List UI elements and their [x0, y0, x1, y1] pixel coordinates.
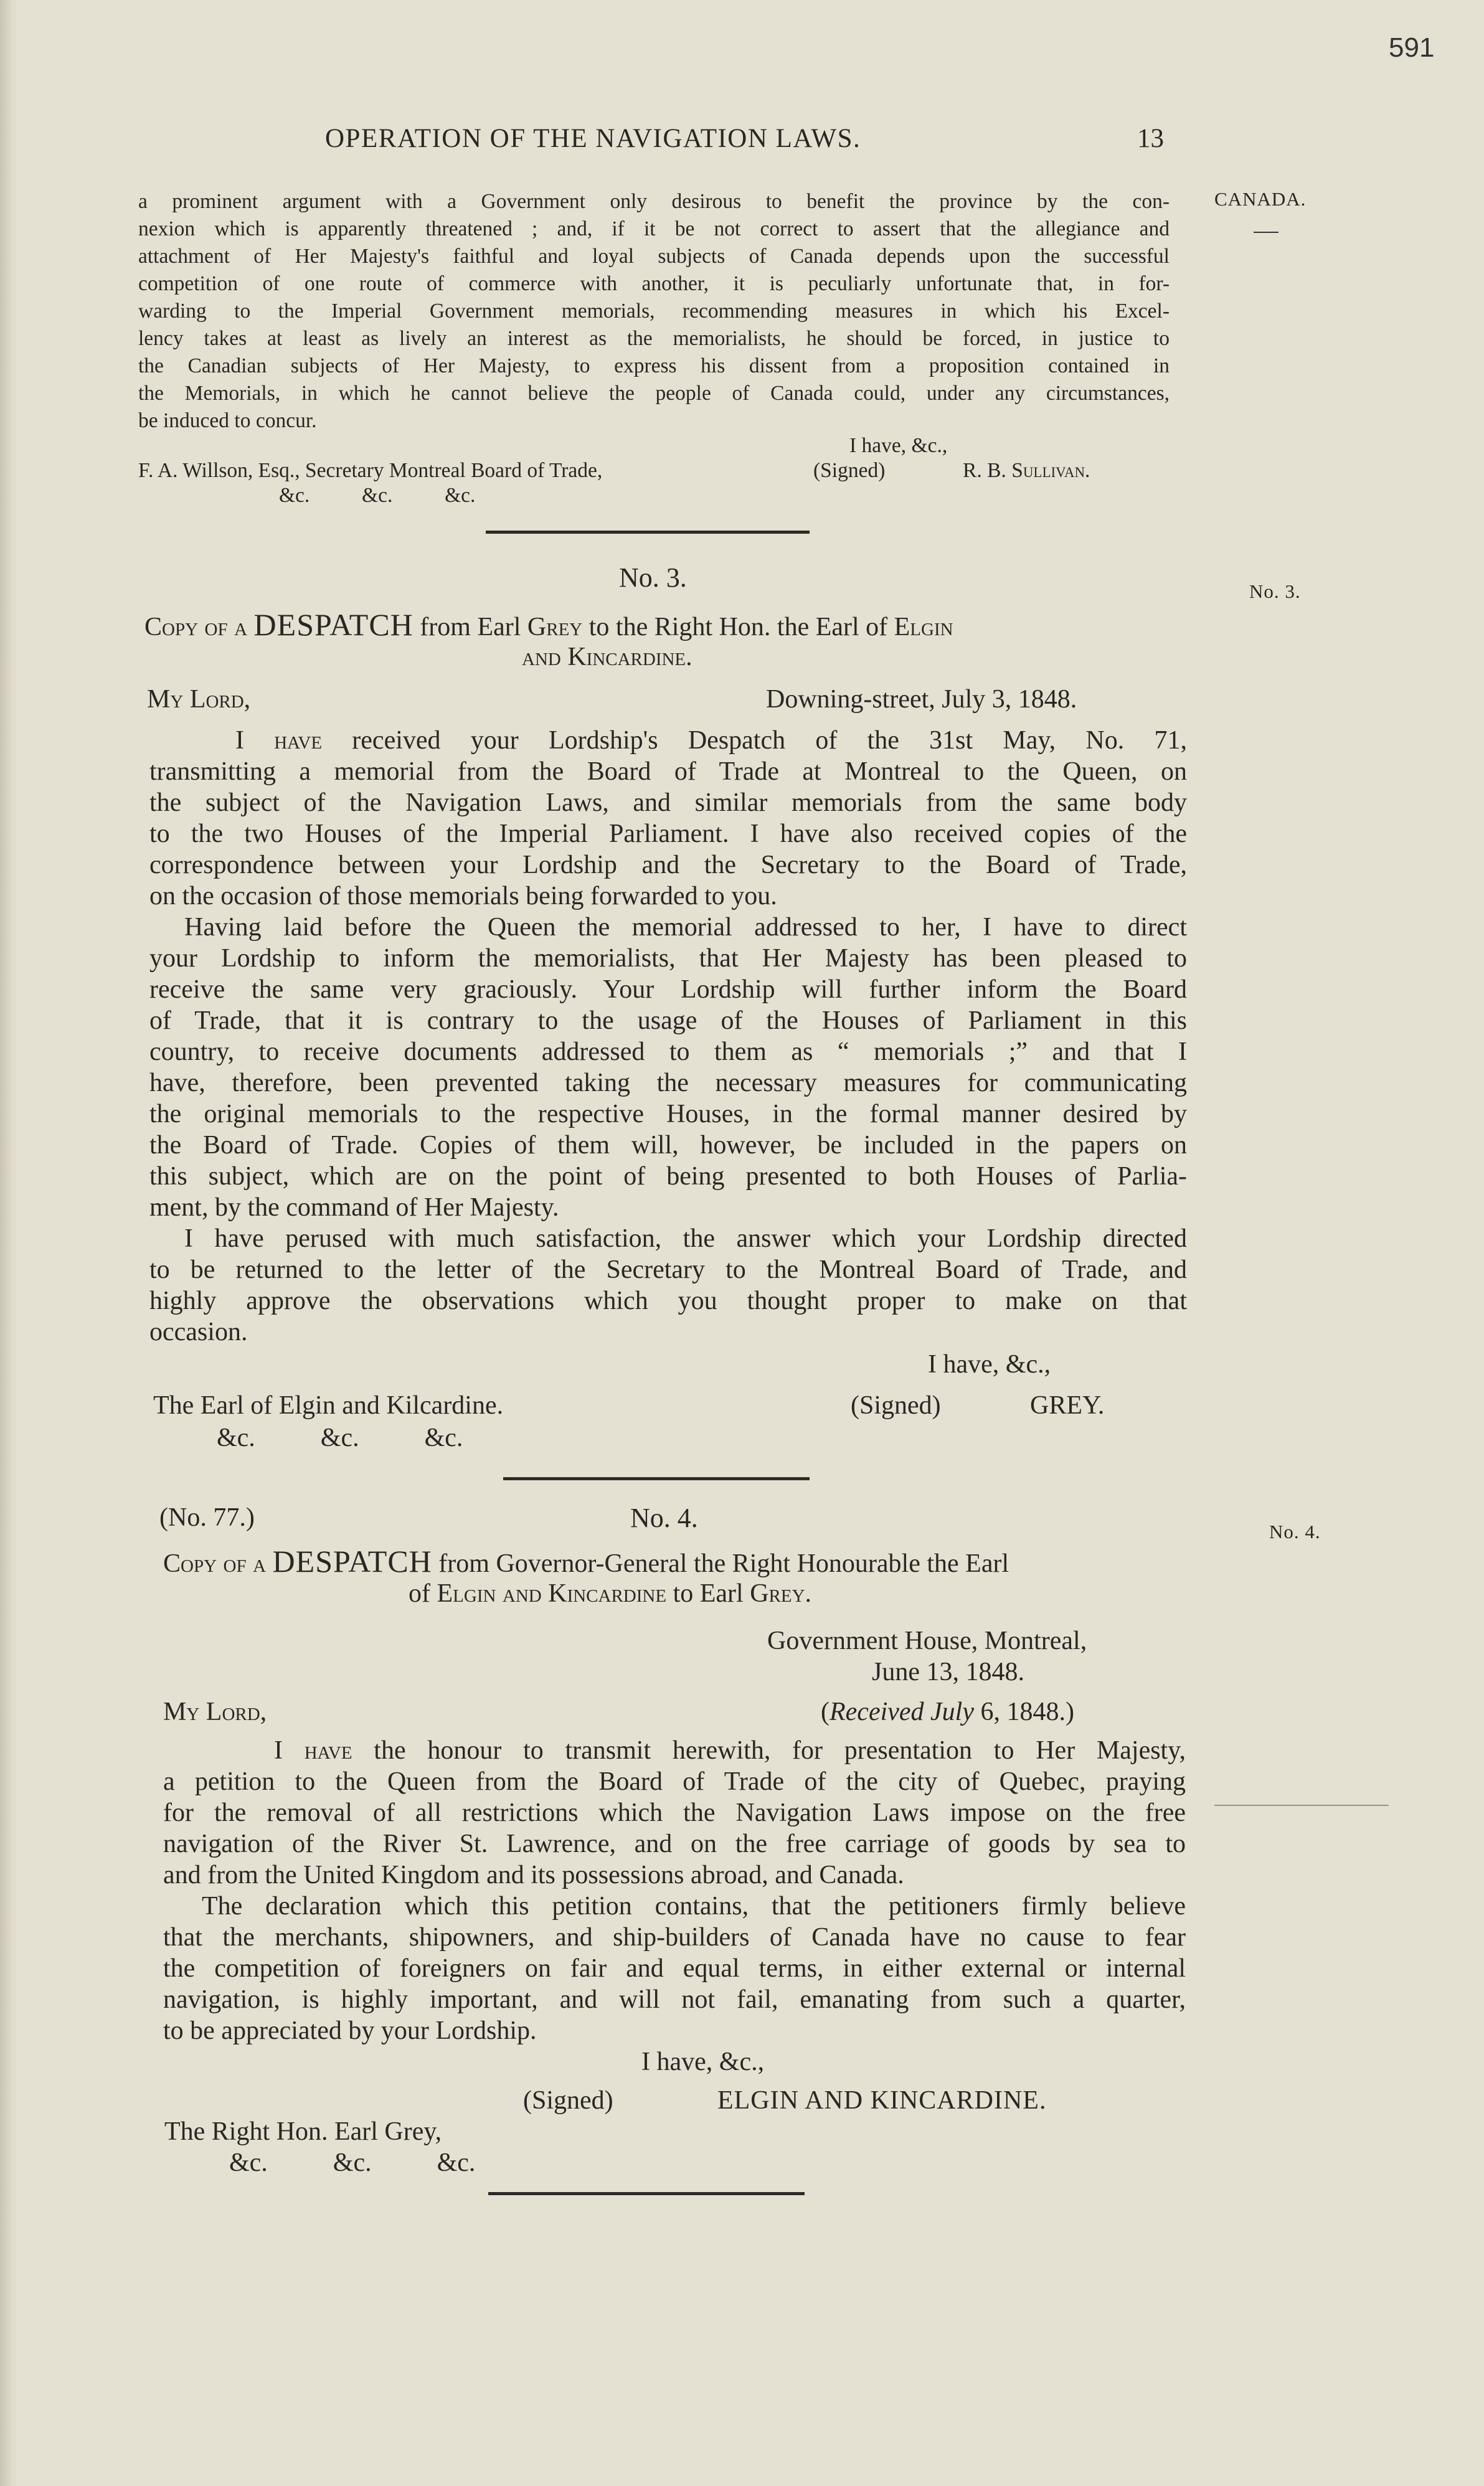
section-rule: [503, 1477, 810, 1480]
page-number: 13: [1137, 124, 1164, 153]
doc4-signed: (Signed): [523, 2086, 613, 2115]
text-line: competition of one route of commerce with another, it is peculiarly unfortunate that, in for-: [138, 272, 1170, 295]
doc3-salutation: My Lord,: [147, 685, 251, 714]
doc3-first-word: I have: [235, 726, 323, 755]
doc3-etc: &c. &c. &c.: [217, 1424, 463, 1452]
text-line: I have perused with much satisfaction, the answer which your Lordship directed: [184, 1224, 1187, 1253]
text-line: country, to receive documents addressed to them as “ memorials ;” and that I: [149, 1037, 1187, 1066]
letter1-signed: (Signed): [813, 459, 886, 482]
text-run: received your Lordship's Despatch of the 31st May, No. 71,: [322, 726, 1187, 755]
doc3-title-to: to the Right Hon. the Earl of: [582, 613, 894, 641]
doc4-closing: I have, &c.,: [641, 2048, 765, 2076]
doc3-signer: GREY.: [1030, 1391, 1105, 1420]
doc3-title-prefix: Copy of a: [144, 613, 254, 641]
text-line: correspondence between your Lordship and the Secretary to the Board of Trade,: [149, 851, 1187, 879]
text-line: and from the United Kingdom and its possessions abroad, and Canada.: [163, 1861, 904, 1889]
text-line: navigation of the River St. Lawrence, and on the free carriage of goods by sea to: [163, 1830, 1186, 1858]
text-line: transmitting a memorial from the Board of Trade at Montreal to the Queen, on: [149, 757, 1187, 786]
text-line: receive the same very graciously. Your Lordship will further inform the Board: [149, 975, 1187, 1004]
margin-note-no3: No. 3.: [1249, 580, 1301, 602]
doc3-signed: (Signed): [851, 1391, 941, 1420]
text-line: nexion which is apparently threatened ; and, if it be not correct to assert that the allegiance and: [138, 217, 1170, 240]
doc4-addressee: The Right Hon. Earl Grey,: [164, 2117, 442, 2146]
margin-note-no4: No. 4.: [1269, 1521, 1321, 1543]
letter1-etc: &c. &c. &c.: [279, 484, 476, 507]
text-line: a petition to the Queen from the Board of Trade of the city of Quebec, praying: [163, 1767, 1186, 1796]
text-line: attachment of Her Majesty's faithful and loyal subjects of Canada depends upon the successful: [138, 245, 1170, 268]
received-label: Received July: [829, 1698, 974, 1726]
text-line: to be returned to the letter of the Secretary to the Montreal Board of Trade, and: [149, 1255, 1187, 1284]
doc4-date: June 13, 1848.: [872, 1658, 1024, 1686]
doc4-salutation: My Lord,: [163, 1698, 267, 1726]
doc3-place-date: Downing-street, July 3, 1848.: [766, 685, 1077, 714]
doc3-title: [144, 609, 953, 643]
doc3-number: No. 3.: [619, 562, 687, 593]
section-rule: [486, 531, 810, 534]
text-line: navigation, is highly important, and will not fail, emanating from such a quarter,: [163, 1985, 1186, 2014]
text-line: this subject, which are on the point of being presented to both Houses of Parlia-: [149, 1162, 1187, 1191]
doc4-ref: (No. 77.): [159, 1503, 255, 1532]
text-line: be induced to concur.: [138, 409, 317, 432]
doc4-number: No. 4.: [630, 1503, 698, 1533]
section-rule: [488, 2192, 805, 2195]
text-line: Having laid before the Queen the memorial addressed to her, I have to direct: [184, 913, 1187, 942]
doc4-title: [163, 1546, 1009, 1579]
text-line: occasion.: [149, 1318, 248, 1346]
text-run: (: [821, 1698, 829, 1726]
page-edge: [0, 0, 17, 2486]
doc4-place: Government House, Montreal,: [767, 1627, 1087, 1655]
margin-rule: [1214, 1805, 1389, 1806]
margin-note-canada: CANADA.: [1214, 188, 1307, 210]
margin-rule-canada: [1254, 232, 1278, 233]
folio-stamp: 591: [1389, 32, 1435, 63]
text-run: 6, 1848.): [973, 1698, 1074, 1726]
text-line: that the merchants, shipowners, and ship-builders of Canada have no cause to fear: [163, 1923, 1186, 1952]
text-line: [149, 725, 1187, 756]
doc4-title-of: of: [409, 1579, 437, 1608]
text-line: the Canadian subjects of Her Majesty, to express his dissent from a proposition contained in: [138, 354, 1170, 377]
letter1-body: [138, 188, 1170, 435]
doc4-title-prefix: Copy of a: [163, 1549, 273, 1578]
text-line: highly approve the observations which you thought proper to make on that: [149, 1287, 1187, 1315]
text-line: a prominent argument with a Government only desirous to benefit the province by the con-: [138, 190, 1170, 213]
letter1-closing: I have, &c.,: [849, 434, 948, 457]
doc3-body: [149, 725, 1187, 1348]
running-head-title: OPERATION OF THE NAVIGATION LAWS.: [325, 124, 861, 153]
letter1-signer: R. B. Sullivan.: [963, 459, 1090, 482]
doc4-signer: ELGIN AND KINCARDINE.: [717, 2086, 1047, 2115]
text-line: the original memorials to the respective Houses, in the formal manner desired by: [149, 1100, 1187, 1128]
doc4-title-despatch: DESPATCH: [272, 1544, 432, 1579]
text-line: warding to the Imperial Government memorials, recommending measures in which his Excel-: [138, 300, 1170, 323]
text-line: The declaration which this petition contains, that the petitioners firmly believe: [202, 1892, 1186, 1921]
text-line: [163, 1735, 1186, 1766]
text-line: lency takes at least as lively an interest as the memorialists, he should be forced, in justice to: [138, 327, 1170, 350]
text-line: the subject of the Navigation Laws, and similar memorials from the same body: [149, 788, 1187, 817]
doc4-received: [821, 1696, 1074, 1727]
text-line: your Lordship to inform the memorialists, that Her Majesty has been pleased to: [149, 944, 1187, 973]
text-run: the honour to transmit herewith, for presentation to Her Majesty,: [352, 1736, 1186, 1765]
text-line: the Memorials, in which he cannot believe the people of Canada could, under any circumstances,: [138, 382, 1170, 405]
text-line: the Board of Trade. Copies of them will, however, be included in the papers on: [149, 1131, 1187, 1160]
doc3-title-elgin: Elgin: [894, 613, 953, 641]
letter1-addressee: F. A. Willson, Esq., Secretary Montreal Board of Trade,: [138, 459, 603, 482]
doc4-etc: &c. &c. &c.: [229, 2148, 476, 2177]
doc4-title-elgin: Elgin and Kincardine: [437, 1579, 667, 1608]
doc4-title-grey: Grey.: [750, 1579, 812, 1608]
doc4-title-rest: from Governor-General the Right Honourable the Earl: [432, 1549, 1009, 1578]
doc4-body: [163, 1735, 1186, 2046]
doc3-addressee: The Earl of Elgin and Kilcardine.: [153, 1391, 504, 1420]
doc4-first-word: I have: [274, 1736, 352, 1765]
text-line: of Trade, that it is contrary to the usage of the Houses of Parliament in this: [149, 1006, 1187, 1035]
doc3-title-grey: Grey: [527, 613, 583, 641]
text-line: for the removal of all restrictions which the Navigation Laws impose on the free: [163, 1798, 1186, 1827]
text-line: ment, by the command of Her Majesty.: [149, 1193, 559, 1222]
text-line: on the occasion of those memorials being forwarded to you.: [149, 882, 777, 910]
text-line: to the two Houses of the Imperial Parliament. I have also received copies of the: [149, 820, 1187, 848]
text-line: the competition of foreigners on fair and equal terms, in either external or internal: [163, 1954, 1186, 1983]
doc4-title-to: to Earl: [666, 1579, 750, 1608]
doc3-title-despatch: DESPATCH: [253, 607, 414, 642]
doc3-title-line2: and Kincardine.: [522, 643, 692, 671]
doc3-closing: I have, &c.,: [928, 1350, 1051, 1379]
doc4-title-line2: [409, 1578, 811, 1609]
doc3-title-from: from Earl: [413, 613, 527, 641]
text-line: to be appreciated by your Lordship.: [163, 2016, 537, 2045]
text-line: have, therefore, been prevented taking the necessary measures for communicating: [149, 1069, 1187, 1097]
